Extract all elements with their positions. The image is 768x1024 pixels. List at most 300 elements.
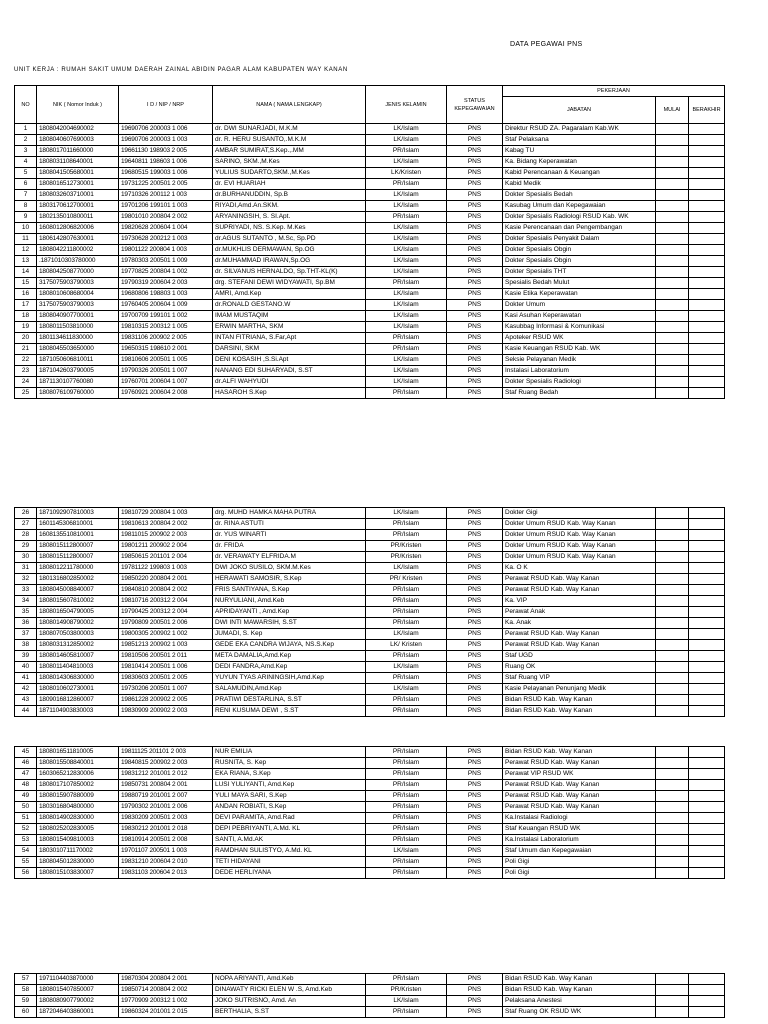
cell-nama: ARYANINGSIH, S. SI.Apt. — [213, 212, 366, 223]
table-row — [15, 563, 725, 574]
cell-status: PNS — [447, 813, 503, 824]
cell-jabatan: Bidan RSUD Kab. Way Kanan — [503, 695, 656, 706]
cell-nip: 19810729 200804 1 003 — [119, 508, 213, 519]
cell-nik: 1808016504790005 — [37, 607, 119, 618]
cell-nama: dr. R. HERU SUSANTO,.M.K.M — [213, 135, 366, 146]
cell-nip: 19801010 200804 2 002 — [119, 212, 213, 223]
cell-berakhir — [689, 552, 725, 563]
cell-berakhir — [689, 388, 725, 399]
cell-nik: 1971104403870000 — [37, 974, 119, 985]
cell-nip: 19781122 199803 1 003 — [119, 563, 213, 574]
cell-berakhir — [689, 651, 725, 662]
cell-jenis-kelamin: PR/Islam — [366, 278, 447, 289]
table-row — [15, 157, 725, 168]
cell-no: 17 — [15, 300, 37, 311]
cell-jenis-kelamin: PR/Islam — [366, 607, 447, 618]
cell-nip: 19830209 200501 2 003 — [119, 813, 213, 824]
cell-nik: 1808015103830007 — [37, 868, 119, 879]
cell-nik: 1808015409810003 — [37, 835, 119, 846]
cell-status: PNS — [447, 366, 503, 377]
table-row — [15, 618, 725, 629]
cell-jabatan: Pelaksana Anestesi — [503, 996, 656, 1007]
cell-jabatan: Perawat RSUD Kab. Way Kanan — [503, 780, 656, 791]
cell-nama: META DAMALIA,Amd.Kep — [213, 651, 366, 662]
header-no: NO — [15, 86, 37, 124]
cell-no: 47 — [15, 769, 37, 780]
cell-nik: 1808040607690003 — [37, 135, 119, 146]
cell-mulai — [656, 780, 689, 791]
cell-no: 55 — [15, 857, 37, 868]
cell-no: 37 — [15, 629, 37, 640]
cell-berakhir — [689, 780, 725, 791]
cell-jabatan: Dokter Umum — [503, 300, 656, 311]
cell-berakhir — [689, 146, 725, 157]
cell-nip: 19770825 200804 1 002 — [119, 267, 213, 278]
cell-jabatan: Kasubag Umum dan Kepegawaian — [503, 201, 656, 212]
cell-mulai — [656, 706, 689, 717]
cell-jabatan: Dokter Spesialis Bedah — [503, 190, 656, 201]
cell-jabatan: Dokter Gigi — [503, 508, 656, 519]
cell-nik: 1808070503800003 — [37, 629, 119, 640]
cell-jabatan: Kasubbag Informasi & Komunikasi — [503, 322, 656, 333]
cell-no: 56 — [15, 868, 37, 879]
cell-mulai — [656, 596, 689, 607]
cell-nama: DEVI PARAMITA, Amd.Rad — [213, 813, 366, 824]
table-row — [15, 758, 725, 769]
cell-nama: ANDAN ROBIATI, S.Kep — [213, 802, 366, 813]
cell-status: PNS — [447, 212, 503, 223]
cell-status: PNS — [447, 146, 503, 157]
cell-jabatan: Perawat RSUD Kab. Way Kanan — [503, 585, 656, 596]
cell-jabatan: Staf Ruang OK RSUD WK — [503, 1007, 656, 1018]
cell-mulai — [656, 508, 689, 519]
table-row — [15, 256, 725, 267]
cell-nik: 1808045503650000 — [37, 344, 119, 355]
cell-nik: 1806142807630001 — [37, 234, 119, 245]
cell-status: PNS — [447, 190, 503, 201]
cell-nama: TETI HIDAYANI — [213, 857, 366, 868]
cell-nama: HASAROH S.Kep — [213, 388, 366, 399]
cell-nama: IMAM MUSTAQIM — [213, 311, 366, 322]
cell-mulai — [656, 695, 689, 706]
table-row — [15, 1007, 725, 1018]
cell-no: 14 — [15, 267, 37, 278]
cell-berakhir — [689, 695, 725, 706]
cell-no: 28 — [15, 530, 37, 541]
cell-nama: APRIDAYANTI , Amd.Kep — [213, 607, 366, 618]
cell-nama: dr.ALFI WAHYUDI — [213, 377, 366, 388]
cell-no: 18 — [15, 311, 37, 322]
cell-berakhir — [689, 300, 725, 311]
cell-jabatan: Dokter Umum RSUD Kab. Way Kanan — [503, 541, 656, 552]
cell-status: PNS — [447, 344, 503, 355]
cell-jenis-kelamin: PR/Islam — [366, 780, 447, 791]
cell-mulai — [656, 813, 689, 824]
cell-berakhir — [689, 278, 725, 289]
cell-no: 59 — [15, 996, 37, 1007]
table-row — [15, 974, 725, 985]
cell-berakhir — [689, 684, 725, 695]
cell-no: 20 — [15, 333, 37, 344]
cell-nip: 19810914 200501 2 008 — [119, 835, 213, 846]
cell-nik: 1808015607810002 — [37, 596, 119, 607]
cell-berakhir — [689, 201, 725, 212]
cell-jabatan: Perawat RSUD Kab. Way Kanan — [503, 791, 656, 802]
cell-jabatan: Ruang OK — [503, 662, 656, 673]
cell-nik: 1808040907700001 — [37, 311, 119, 322]
cell-status: PNS — [447, 508, 503, 519]
cell-mulai — [656, 769, 689, 780]
table-row — [15, 355, 725, 366]
cell-berakhir — [689, 596, 725, 607]
header-berakhir: BERAKHIR — [689, 97, 725, 124]
cell-berakhir — [689, 629, 725, 640]
cell-mulai — [656, 179, 689, 190]
cell-jenis-kelamin: PR/Islam — [366, 813, 447, 824]
cell-no: 31 — [15, 563, 37, 574]
cell-mulai — [656, 311, 689, 322]
cell-berakhir — [689, 996, 725, 1007]
table-row — [15, 996, 725, 1007]
table-row — [15, 607, 725, 618]
cell-nik: 1808032603710001 — [37, 190, 119, 201]
cell-nama: GEDE EKA CANDRA WIJAYA, NS.S.Kep — [213, 640, 366, 651]
cell-jenis-kelamin: LK/Islam — [366, 223, 447, 234]
table-row — [15, 541, 725, 552]
cell-no: 6 — [15, 179, 37, 190]
cell-nama: SALAMUDIN,Amd.Kep — [213, 684, 366, 695]
cell-mulai — [656, 629, 689, 640]
cell-jenis-kelamin: LK/Kristen — [366, 168, 447, 179]
cell-berakhir — [689, 168, 725, 179]
cell-jabatan: Perawat RSUD Kab. Way Kanan — [503, 802, 656, 813]
cell-mulai — [656, 857, 689, 868]
cell-mulai — [656, 996, 689, 1007]
cell-no: 24 — [15, 377, 37, 388]
cell-status: PNS — [447, 179, 503, 190]
cell-nik: 1808014605810007 — [37, 651, 119, 662]
cell-no: 49 — [15, 791, 37, 802]
cell-berakhir — [689, 124, 725, 135]
cell-jenis-kelamin: PR/Islam — [366, 1007, 447, 1018]
cell-no: 29 — [15, 541, 37, 552]
cell-mulai — [656, 541, 689, 552]
cell-nip: 19831106 200902 2 005 — [119, 333, 213, 344]
table-row — [15, 640, 725, 651]
cell-berakhir — [689, 344, 725, 355]
cell-mulai — [656, 974, 689, 985]
cell-mulai — [656, 355, 689, 366]
cell-nik: 1608012806820006 — [37, 223, 119, 234]
cell-jenis-kelamin: PR/Islam — [366, 344, 447, 355]
cell-no: 16 — [15, 289, 37, 300]
cell-jenis-kelamin: LK/Islam — [366, 996, 447, 1007]
cell-berakhir — [689, 530, 725, 541]
table-row — [15, 813, 725, 824]
cell-jabatan: Dokter Spesialis Radiologi — [503, 377, 656, 388]
cell-no: 46 — [15, 758, 37, 769]
cell-nip: 19861228 200902 2 005 — [119, 695, 213, 706]
cell-jabatan: Seksie Pelayanan Medik — [503, 355, 656, 366]
cell-berakhir — [689, 256, 725, 267]
table-row — [15, 300, 725, 311]
cell-mulai — [656, 673, 689, 684]
table-row — [15, 135, 725, 146]
cell-jenis-kelamin: PR/Islam — [366, 835, 447, 846]
table-row — [15, 519, 725, 530]
cell-jabatan: Kabag TU — [503, 146, 656, 157]
cell-nik: 1808011404810003 — [37, 662, 119, 673]
cell-mulai — [656, 300, 689, 311]
cell-jabatan: Staf Keuangan RSUD WK — [503, 824, 656, 835]
cell-mulai — [656, 388, 689, 399]
cell-nip: 19760921 200604 2 008 — [119, 388, 213, 399]
cell-status: PNS — [447, 651, 503, 662]
cell-jenis-kelamin: LK/Islam — [366, 355, 447, 366]
cell-no: 26 — [15, 508, 37, 519]
cell-no: 41 — [15, 673, 37, 684]
cell-jenis-kelamin: PR/ Kristen — [366, 574, 447, 585]
cell-nama: dr. EVI HUARIAH — [213, 179, 366, 190]
cell-nama: NANANG EDI SUHARYADI, S.ST — [213, 366, 366, 377]
cell-jenis-kelamin: PR/Islam — [366, 769, 447, 780]
cell-nik: 1808017107850002 — [37, 780, 119, 791]
cell-mulai — [656, 366, 689, 377]
cell-nik: 1808025202830005 — [37, 824, 119, 835]
cell-mulai — [656, 322, 689, 333]
cell-nama: DWI JOKO SUSILO, SKM.M.Kes — [213, 563, 366, 574]
cell-jenis-kelamin: LK/Islam — [366, 629, 447, 640]
cell-jenis-kelamin: LK/Islam — [366, 124, 447, 135]
cell-berakhir — [689, 662, 725, 673]
cell-nama: DEDI FANDRA,Amd.Kep — [213, 662, 366, 673]
table-row — [15, 344, 725, 355]
cell-no: 58 — [15, 985, 37, 996]
cell-no: 27 — [15, 519, 37, 530]
cell-berakhir — [689, 311, 725, 322]
cell-jenis-kelamin: PR/Islam — [366, 146, 447, 157]
cell-jabatan: Staf UGD — [503, 651, 656, 662]
cell-nama: BERTHALIA, S.ST — [213, 1007, 366, 1018]
cell-mulai — [656, 802, 689, 813]
cell-jabatan: Ka.Instalasi Laboratorium — [503, 835, 656, 846]
cell-nama: dr.MUKHLIS DERMAWAN, Sp.OG — [213, 245, 366, 256]
cell-no: 1 — [15, 124, 37, 135]
cell-jabatan: Perawat RSUD Kab. Way Kanan — [503, 629, 656, 640]
cell-jenis-kelamin: LK/Islam — [366, 234, 447, 245]
table-row — [15, 212, 725, 223]
cell-nip: 19810716 200312 2 004 — [119, 596, 213, 607]
header-mulai: MULAI — [656, 97, 689, 124]
table-row — [15, 508, 725, 519]
cell-jabatan: Perawat RSUD Kab. Way Kanan — [503, 640, 656, 651]
cell-status: PNS — [447, 868, 503, 879]
cell-berakhir — [689, 857, 725, 868]
table-row — [15, 791, 725, 802]
cell-status: PNS — [447, 824, 503, 835]
cell-nip: 19811125 201101 2 003 — [119, 747, 213, 758]
cell-mulai — [656, 835, 689, 846]
cell-berakhir — [689, 747, 725, 758]
cell-nama: SANTI, A.Md.AK — [213, 835, 366, 846]
cell-status: PNS — [447, 629, 503, 640]
cell-nama: dr. SILVANUS HERNALDO, Sp.THT-KL(K) — [213, 267, 366, 278]
cell-status: PNS — [447, 791, 503, 802]
cell-status: PNS — [447, 278, 503, 289]
cell-berakhir — [689, 769, 725, 780]
cell-jabatan: Ka.Instalasi Radiologi — [503, 813, 656, 824]
cell-berakhir — [689, 519, 725, 530]
cell-jenis-kelamin: LK/Islam — [366, 267, 447, 278]
cell-status: PNS — [447, 996, 503, 1007]
cell-no: 8 — [15, 201, 37, 212]
cell-nip: 19790302 201001 2 006 — [119, 802, 213, 813]
cell-status: PNS — [447, 985, 503, 996]
cell-nama: dr. RINA ASTUTI — [213, 519, 366, 530]
cell-nama: dr.RONALD GESTANO.W — [213, 300, 366, 311]
cell-nip: 19790326 200501 1 007 — [119, 366, 213, 377]
cell-jabatan: Kasie Pelayanan Penunjang Medik — [503, 684, 656, 695]
cell-nik: 1871092907810003 — [37, 508, 119, 519]
cell-status: PNS — [447, 519, 503, 530]
cell-berakhir — [689, 673, 725, 684]
cell-nik: 1808042508770000 — [37, 267, 119, 278]
header-jenis-kelamin: JENIS KELAMIN — [366, 86, 447, 124]
cell-nik: 1809016812860007 — [37, 695, 119, 706]
cell-no: 30 — [15, 552, 37, 563]
cell-nik: 1603065212830006 — [37, 769, 119, 780]
cell-nip: 19730206 200501 1 007 — [119, 684, 213, 695]
cell-berakhir — [689, 157, 725, 168]
table-row — [15, 179, 725, 190]
cell-mulai — [656, 267, 689, 278]
pegawai-table-4 — [14, 973, 725, 1018]
cell-nip: 19810613 200804 2 002 — [119, 519, 213, 530]
cell-nama: HERAWATI SAMOSIR, S.Kep — [213, 574, 366, 585]
cell-status: PNS — [447, 835, 503, 846]
cell-jabatan: Dokter Spesialis Obgin — [503, 245, 656, 256]
cell-nama: DINAWATY RICKI ELEN W .S, Amd.Keb — [213, 985, 366, 996]
cell-mulai — [656, 157, 689, 168]
table-row — [15, 769, 725, 780]
cell-status: PNS — [447, 857, 503, 868]
cell-jenis-kelamin: PR/Islam — [366, 596, 447, 607]
cell-mulai — [656, 662, 689, 673]
cell-status: PNS — [447, 201, 503, 212]
cell-nama: DENI KOSASIH ,S.Si.Apt — [213, 355, 366, 366]
cell-jabatan: Dokter Spesialis Penyakit Dalam — [503, 234, 656, 245]
cell-jabatan: Ka. Anak — [503, 618, 656, 629]
cell-jenis-kelamin: PR/Islam — [366, 695, 447, 706]
cell-jabatan: Staf Ruang VIP — [503, 673, 656, 684]
cell-nik: 1801134611830000 — [37, 333, 119, 344]
cell-mulai — [656, 245, 689, 256]
cell-jabatan: Apoteker RSUD WK — [503, 333, 656, 344]
table-row — [15, 985, 725, 996]
cell-no: 39 — [15, 651, 37, 662]
cell-no: 7 — [15, 190, 37, 201]
cell-no: 33 — [15, 585, 37, 596]
cell-berakhir — [689, 985, 725, 996]
cell-nama: RUSNITA, S. Kep — [213, 758, 366, 769]
cell-nip: 19840810 200804 2 002 — [119, 585, 213, 596]
cell-nama: dr. YUS WINARTI — [213, 530, 366, 541]
cell-nip: 19830212 201001 2 018 — [119, 824, 213, 835]
cell-jenis-kelamin: LK/Islam — [366, 563, 447, 574]
cell-jenis-kelamin: PR/Islam — [366, 868, 447, 879]
cell-nik: 1808031108640001 — [37, 157, 119, 168]
unit-line: UNIT KERJA : RUMAH SAKIT UMUM DAERAH ZAINAL ABIDIN PAGAR ALAM KABUPATEN WAY KANAN — [14, 67, 348, 73]
cell-berakhir — [689, 618, 725, 629]
cell-status: PNS — [447, 289, 503, 300]
cell-jenis-kelamin: PR/Islam — [366, 758, 447, 769]
cell-berakhir — [689, 245, 725, 256]
cell-no: 21 — [15, 344, 37, 355]
cell-jabatan: Spesialis Bedah Mulut — [503, 278, 656, 289]
cell-status: PNS — [447, 846, 503, 857]
cell-mulai — [656, 640, 689, 651]
cell-nik: 1808014908790002 — [37, 618, 119, 629]
pegawai-table-1 — [14, 85, 725, 399]
cell-berakhir — [689, 223, 725, 234]
cell-nama: ERWIN MARTHA, SKM — [213, 322, 366, 333]
cell-nama: RAMDHAN SULISTYO, A.Md. KL — [213, 846, 366, 857]
table-row — [15, 684, 725, 695]
cell-nama: YULI MAYA SARI, S.Kep — [213, 791, 366, 802]
cell-status: PNS — [447, 124, 503, 135]
cell-nip: 19810506 200501 2 011 — [119, 651, 213, 662]
cell-jenis-kelamin: LK/Islam — [366, 157, 447, 168]
cell-no: 19 — [15, 322, 37, 333]
cell-nik: 1808031312850002 — [37, 640, 119, 651]
cell-berakhir — [689, 574, 725, 585]
cell-status: PNS — [447, 596, 503, 607]
cell-nik: 1808011503810000 — [37, 322, 119, 333]
cell-no: 9 — [15, 212, 37, 223]
cell-nip: 19810315 200312 1 005 — [119, 322, 213, 333]
cell-mulai — [656, 146, 689, 157]
cell-mulai — [656, 212, 689, 223]
cell-jabatan: Instalasi Laboratorium — [503, 366, 656, 377]
table-row — [15, 585, 725, 596]
cell-nip: 19790319 200604 2 003 — [119, 278, 213, 289]
cell-jabatan: Bidan RSUD Kab. Way Kanan — [503, 985, 656, 996]
cell-no: 34 — [15, 596, 37, 607]
cell-nik: 1801316802850002 — [37, 574, 119, 585]
cell-berakhir — [689, 212, 725, 223]
cell-nip: 19700709 199101 1 002 — [119, 311, 213, 322]
cell-mulai — [656, 618, 689, 629]
table-row — [15, 168, 725, 179]
cell-nip: 19780303 200501 1 009 — [119, 256, 213, 267]
table-row — [15, 146, 725, 157]
cell-mulai — [656, 791, 689, 802]
cell-no: 57 — [15, 974, 37, 985]
cell-no: 51 — [15, 813, 37, 824]
cell-status: PNS — [447, 223, 503, 234]
cell-nik: 1808010602730001 — [37, 684, 119, 695]
cell-no: 60 — [15, 1007, 37, 1018]
table-row — [15, 322, 725, 333]
cell-nip: 19850731 200804 2 001 — [119, 780, 213, 791]
cell-nama: DARSINI, SKM — [213, 344, 366, 355]
cell-jenis-kelamin: LK/Islam — [366, 366, 447, 377]
cell-nama: dr.AGUS SUTANTO , M.Sc, Sp.PD — [213, 234, 366, 245]
cell-jabatan: Dokter Spesialis THT — [503, 267, 656, 278]
cell-nip: 19831212 201001 2 012 — [119, 769, 213, 780]
cell-nip: 19800305 200902 1 002 — [119, 629, 213, 640]
cell-no: 40 — [15, 662, 37, 673]
